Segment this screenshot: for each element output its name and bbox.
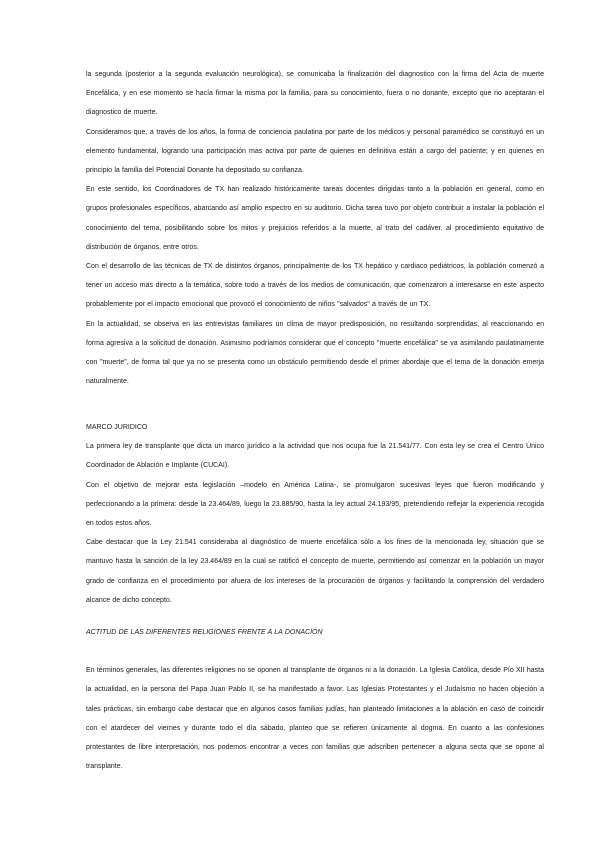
paragraph: Consideramos que, a través de los años, la forma de conciencia paulatina por parte de los médicos y personal paramédico se constituyó en un elemento fundamental, logrando una participación mas activa por parte de quienes en definitiva están a cargo del paciente; y en quienes en principio la familia del Potencial Donante ha depositado su confianza. <box>86 128 544 175</box>
section-heading: MARCO JURIDICO <box>86 424 148 431</box>
paragraph: Cabe destacar que la Ley 21.541 consideraba al diagnóstico de muerte encefálica sólo a los fines de la mencionada ley, situación que se mantuvo hasta la sanción de la ley 23.464/89 en la cual se ratificó el concepto de muerte, permitiendo así comenzar en la población un mayor grado de confianza en el procedimiento por afuera de los intereses de la procuración de órganos y facilitando la comprensión del verdadero alcance de dicho concepto. <box>86 539 544 604</box>
paragraph: En la actualidad, se observa en las entrevistas familiares un clima de mayor predisposición, no resultando sorprendidas, al reaccionando en forma agresiva a la solicitud de donación. Asimismo podríamos considerar que el concepto "muerte encefálica" se va asimilando paulatinamente con "muerte", de forma tal que ya no se presenta como un obstáculo permitiendo desde el primer abordaje que el tema de la donación emerja naturalmente. <box>86 320 544 386</box>
section-marco-juridico <box>86 418 544 610</box>
section-religiones <box>86 623 544 776</box>
paragraph: Con el desarrollo de las técnicas de TX de distintos órganos, principalmente de los TX hepático y cardiaco pediátricos, la población comenzó a tener un acceso mas directo a la temática, sobre todo a través de los medios de comunicación, que comenzaron a interesarse en este aspecto probablemente por el impacto emocional que provocó el conocimiento de niños "salvados" a través de un TX. <box>86 263 544 309</box>
paragraph: la segunda (posterior a la segunda evaluación neurológica), se comunicaba la finalización del diagnostico con la firma del Acta de muerte Encefálica, y en ese momento se hacía firmar la misma por la familia, para su conocimiento, fuera o no donante, excepto que no aceptaran el diagnostico de muerte. <box>86 71 544 117</box>
paragraph: En términos generales, las diferentes religiones no se oponen al transplante de órganos ni a la donación. La Iglesia Católica, desde Pío XII hasta la actualidad, en la persona del Papa Juan Pablo II, se ha manifestado a favor. Las Iglesias Protestantes y el Judaísmo no hacen objeción a tales prácticas, sin embargo cabe destacar que en algunos casos familias judías, han planteado limitaciones a la ablación en caso de coincidir con el atardecer del viernes y durante todo el día sábado, planteo que se refieren únicamente al dogma. En cuanto a las confesiones protestantes de libre interpretación, nos podemos encontrar a veces con familias que adscriben pertenecer a alguna secta que se opone al transplante. <box>86 667 544 771</box>
section-heading: ACTITUD DE LAS DIFERENTES RELIGIONES FRENTE A LA DONACIÓN <box>86 629 323 636</box>
paragraph: La primera ley de transplante que dicta un marco jurídico a la actividad que nos ocupa fue la 21.541/77. Con esta ley se crea el Centro Único Coordinador de Ablación e Implante (CUCAI). <box>86 443 544 470</box>
paragraph: En este sentido, los Coordinadores de TX han realizado históricamente tareas docentes dirigidas tanto a la población en general, como en grupos profesionales específicos, abarcando así amplio espectro en su auditorio. Dicha tarea tuvo por objeto contribuir a instalar la población el conocimiento del tema, posibilitando sobre los mitos y prejuicios referidos a la muerte, al trato del cadáver, al procedimiento equitativo de distribución de órganos, entre otros. <box>86 186 544 251</box>
section-intro <box>86 65 544 391</box>
paragraph: Con el objetivo de mejorar esta legislación –modelo en América Latina-, se promulgaron sucesivas leyes que fueron modificando y perfeccionando a la primera: desde la 23.464/89, luego la 23.885/90, hasta la ley actual 24.193/95, pretendiendo reflejar la experiencia recogida en todos estos años. <box>86 481 544 528</box>
